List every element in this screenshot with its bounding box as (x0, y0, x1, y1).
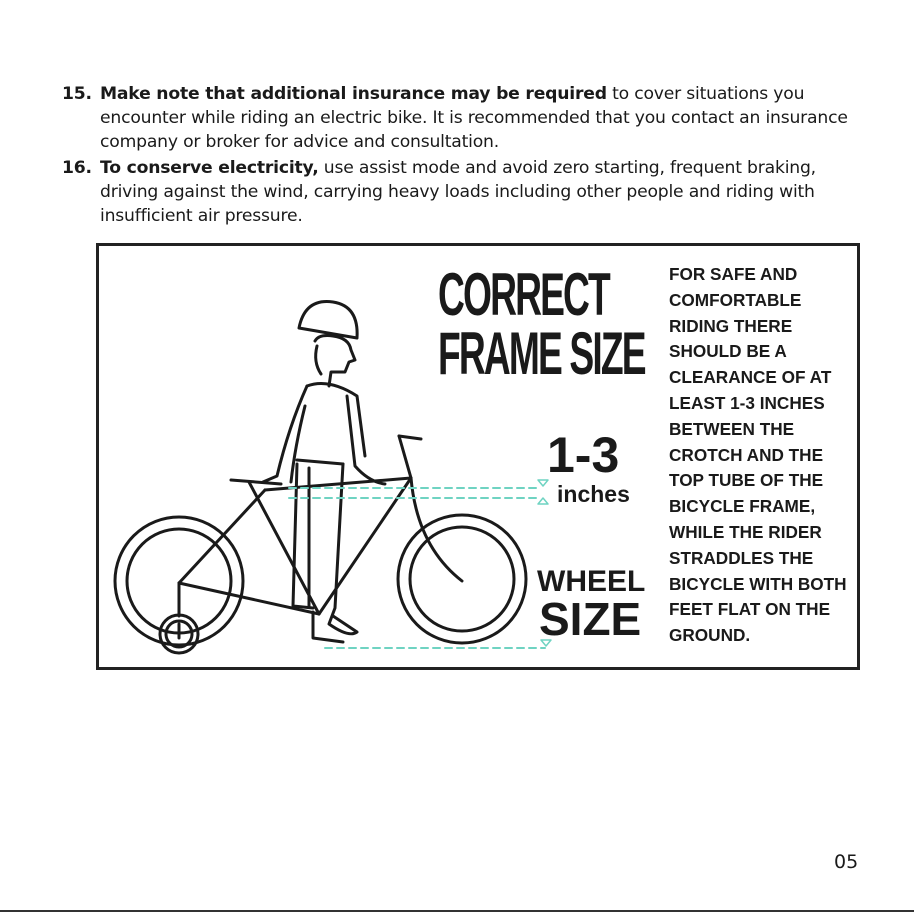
frame-size-description: FOR SAFE AND COMFORTABLE RIDING THERE SHOULD BE A CLEARANCE OF AT LEAST 1-3 INCHES BETWEEN THE CROTCH AND THE TOP TUBE OF THE BICYCLE FRAME, WHILE THE RIDER STRADDLES THE BICYCLE WITH BOTH FEET FLAT ON THE GROUND. (669, 264, 847, 646)
instruction-item-15 (62, 82, 862, 154)
item-body-text: to cover situations you encounter while riding an electric bike. It is recommended that you contact an insurance company or broker for advice and consultation. (100, 84, 848, 152)
instruction-item-16 (62, 156, 862, 228)
clearance-unit: inches (557, 481, 630, 507)
frame-size-figure (96, 243, 860, 670)
item-body-text: use assist mode and avoid zero starting, frequent braking, driving against the wind, carrying heavy loads including other people and riding with insufficient air pressure. (100, 158, 816, 226)
clearance-value: 1-3 (547, 427, 620, 483)
item-text (100, 156, 862, 228)
item-lead-text: Make note that additional insurance may be required (100, 84, 607, 104)
item-lead-text: To conserve electricity, (100, 158, 319, 178)
item-number: 15. (62, 84, 92, 104)
wheel-label-line-1: WHEEL (537, 565, 646, 598)
front-wheel (398, 515, 526, 643)
footer-divider (0, 910, 914, 912)
rider-figure (263, 302, 385, 642)
figure-title-line-2: FRAME SIZE (438, 320, 645, 387)
wheel-label-line-2: SIZE (539, 593, 642, 645)
figure-title-line-1: CORRECT (438, 261, 609, 328)
item-number: 16. (62, 158, 92, 178)
page-number: 05 (834, 851, 859, 873)
item-text (100, 82, 862, 154)
